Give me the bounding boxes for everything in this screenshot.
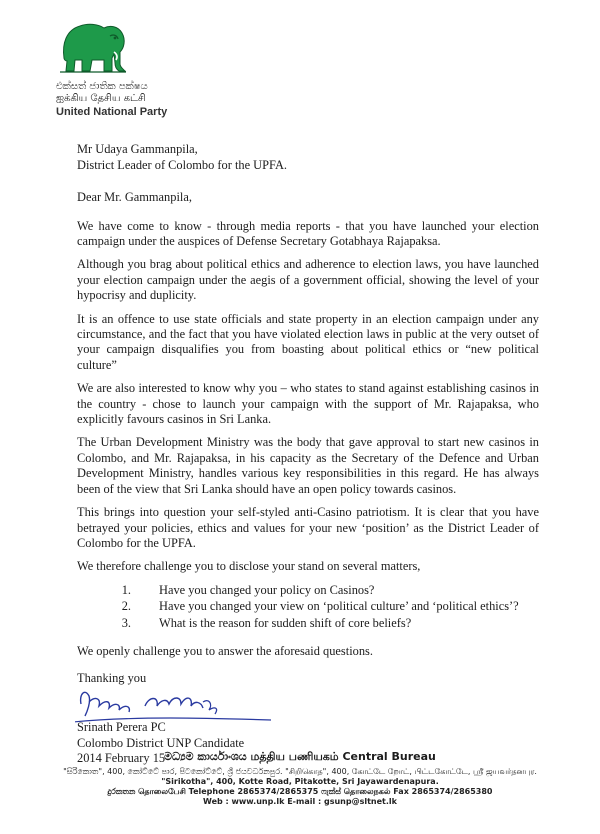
paragraph: We therefore challenge you to disclose your stand on several matters, [77,559,421,574]
list-item [77,583,539,599]
list-item [77,599,539,615]
question-text: Have you changed your policy on Casinos? [159,582,375,597]
paragraph: The Urban Development Ministry was the body that gave approval to start new casinos in Colombo, and Mr. Rajapaksa, in his capacity as the Secretary of the Defence and Urban Development Ministry, handles various key responsibilities in this regard. He has always been of the view that Sri Lanka should have an open policy towards casinos. [77,435,539,496]
recipient-title: District Leader of Colombo for the UPFA. [77,157,288,172]
closing-line: Thanking you [77,670,147,685]
question-number: 1. [121,582,131,597]
paragraph: Although you brag about political ethics and adherence to election laws, you have launched your election campaign under the aegis of a government official, showing the level of your hypocrisy and duplicity. [77,257,539,303]
letterhead [56,14,216,118]
recipient-address [77,142,539,173]
question-list [77,583,539,632]
closing-paragraph: We openly challenge you to answer the aforesaid questions. [77,643,373,658]
question-text: Have you changed your view on ‘political culture’ and ‘political ethics’? [159,599,519,614]
party-name-tamil: ஐக்கிய தேசிய கட்சி [56,93,146,104]
footer-phones: දුරකතන தொலைபேசி Telephone 2865374/2865375 ෆැක්ස් தொலைநகல் Fax 2865374/2865380 [107,787,493,796]
party-name-sinhala: එක්සත් ජාතික පක්ෂය [56,81,148,92]
footer-address-local: "සිරිකොත", 400, කෝට්ටේ පාර, පිටකෝට්ටේ, ශ්‍රී ජයවර්ධනපුර. "சிறிகொத", 400, கோட்டே றோட், பிட்டகோட்டே, ஸ்ரீ ஜயவர்தனபுர. [63,767,537,776]
footer-title: මධ්‍යම කාර්යාංශය மத்திய பணியகம் Central Bureau [164,750,436,763]
paragraph: We have come to know - through media reports - that you have launched your election campaign under the auspices of Defense Secretary Gotabhaya Rajapaksa. [77,218,539,248]
letter-date: 2014 February 15 [77,751,166,766]
footer-web: Web : www.unp.lk E-mail : gsunp@sltnet.lk [203,797,397,806]
paragraph: It is an offence to use state officials and state property in an election campaign under any circumstance, and the fact that you have violated election laws in public at the very outset of your campaign disqualifies you from boasting about political ethics or “new political culture” [77,311,539,372]
letter-body [77,142,539,767]
signatory-name: Srinath Perera PC [77,720,166,735]
question-text: What is the reason for sudden shift of core beliefs? [159,615,412,630]
recipient-name: Mr Udaya Gammanpila, [77,142,198,156]
signatory-role: Colombo District UNP Candidate [77,735,245,750]
paragraph: This brings into question your self-styled anti-Casino patriotism. It is clear that you have betrayed your policies, ethics and values for your new ‘position’ as the District Leader of Colombo for the UPFA. [77,505,539,550]
list-item [77,616,539,632]
paragraph: We are also interested to know why you – who states to stand against establishing casinos in the country - chose to launch your campaign with the support of Mr. Rajapaksa, who explicitly favours casinos in Sri Lanka. [77,381,539,427]
salutation: Dear Mr. Gammanpila, [77,190,192,205]
question-number: 3. [121,615,131,630]
party-name-english: United National Party [56,106,168,118]
handwritten-signature [75,682,275,726]
question-number: 2. [121,599,131,614]
elephant-logo-icon [56,14,128,76]
footer-address-english: "Sirikotha", 400, Kotte Road, Pitakotte, Sri Jayawardenapura. [161,777,439,786]
signature-area [77,686,539,720]
letter-footer [40,750,560,807]
